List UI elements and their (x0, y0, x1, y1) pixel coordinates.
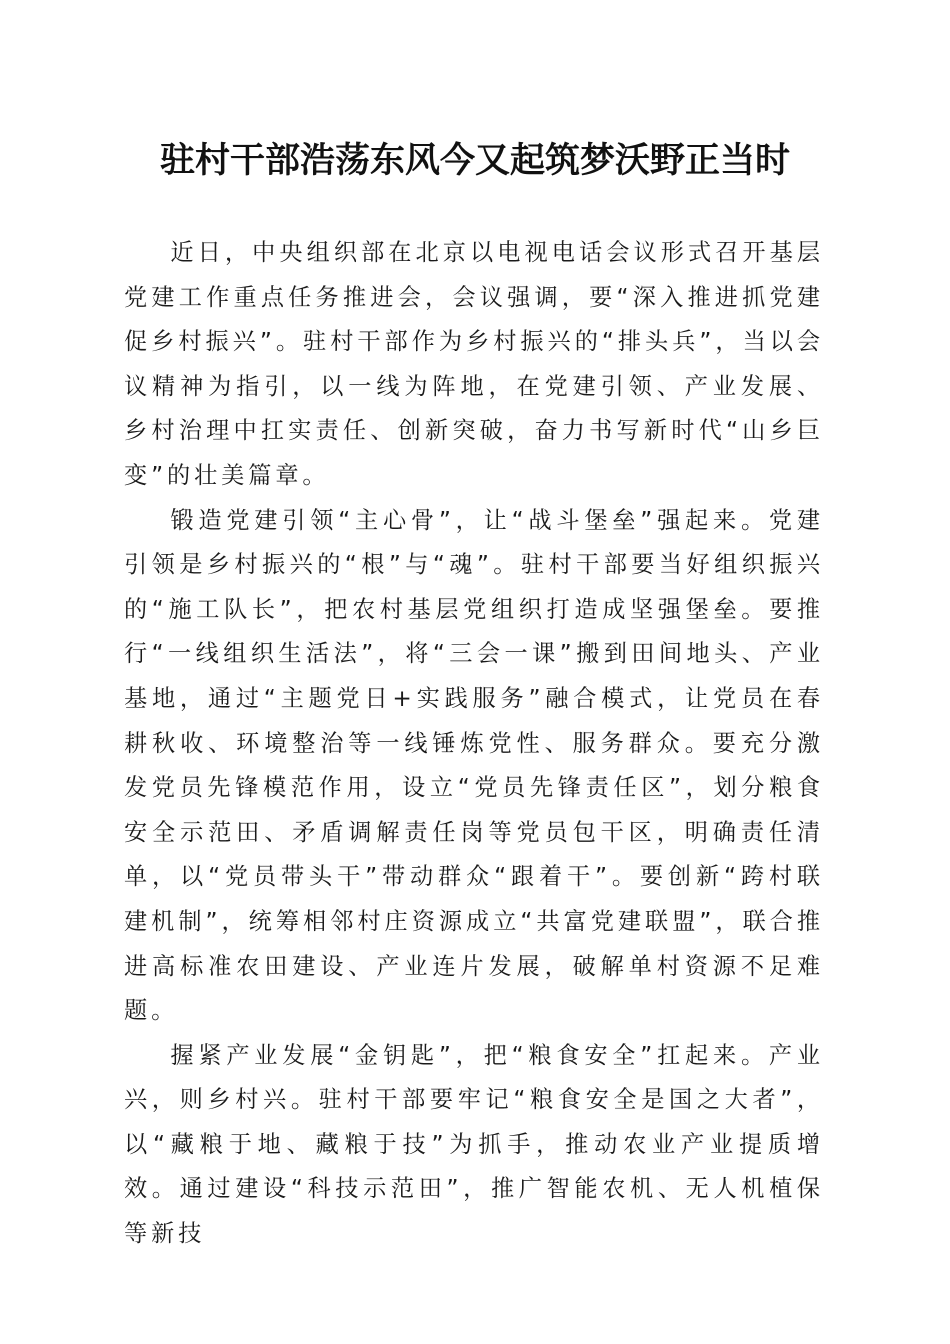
document-body (124, 231, 824, 1257)
paragraph: 握紧产业发展“金钥匙”，把“粮食安全”扛起来。产业兴，则乡村兴。驻村干部要牢记“粮食安全是国之大者”，以“藏粮于地、藏粮于技”为抓手，推动农业产业提质增效。通过建设“科技示范田”，推广智能农机、无人机植保等新技 (124, 1041, 824, 1248)
document-title: 驻村干部浩荡东风今又起筑梦沃野正当时 (159, 140, 790, 181)
paragraph: 锻造党建引领“主心骨”，让“战斗堡垒”强起来。党建引领是乡村振兴的“根”与“魂”。驻村干部要当好组织振兴的“施工队长”，把农村基层党组织打造成坚强堡垒。要推行“一线组织生活法”，将“三会一课”搬到田间地头、产业基地，通过“主题党日+实践服务”融合模式，让党员在春耕秋收、环境整治等一线锤炼党性、服务群众。要充分激发党员先锋模范作用，设立“党员先锋责任区”，划分粮食安全示范田、矛盾调解责任岗等党员包干区，明确责任清单，以“党员带头干”带动群众“跟着干”。要创新“跨村联建机制”，统筹相邻村庄资源成立“共富党建联盟”，联合推进高标准农田建设、产业连片发展，破解单村资源不足难题。 (124, 506, 824, 1025)
paragraph: 近日，中央组织部在北京以电视电话会议形式召开基层党建工作重点任务推进会，会议强调，要“深入推进抓党建促乡村振兴”。驻村干部作为乡村振兴的“排头兵”，当以会议精神为指引，以一线为阵地，在党建引领、产业发展、乡村治理中扛实责任、创新突破，奋力书写新时代“山乡巨变”的壮美篇章。 (124, 239, 824, 489)
